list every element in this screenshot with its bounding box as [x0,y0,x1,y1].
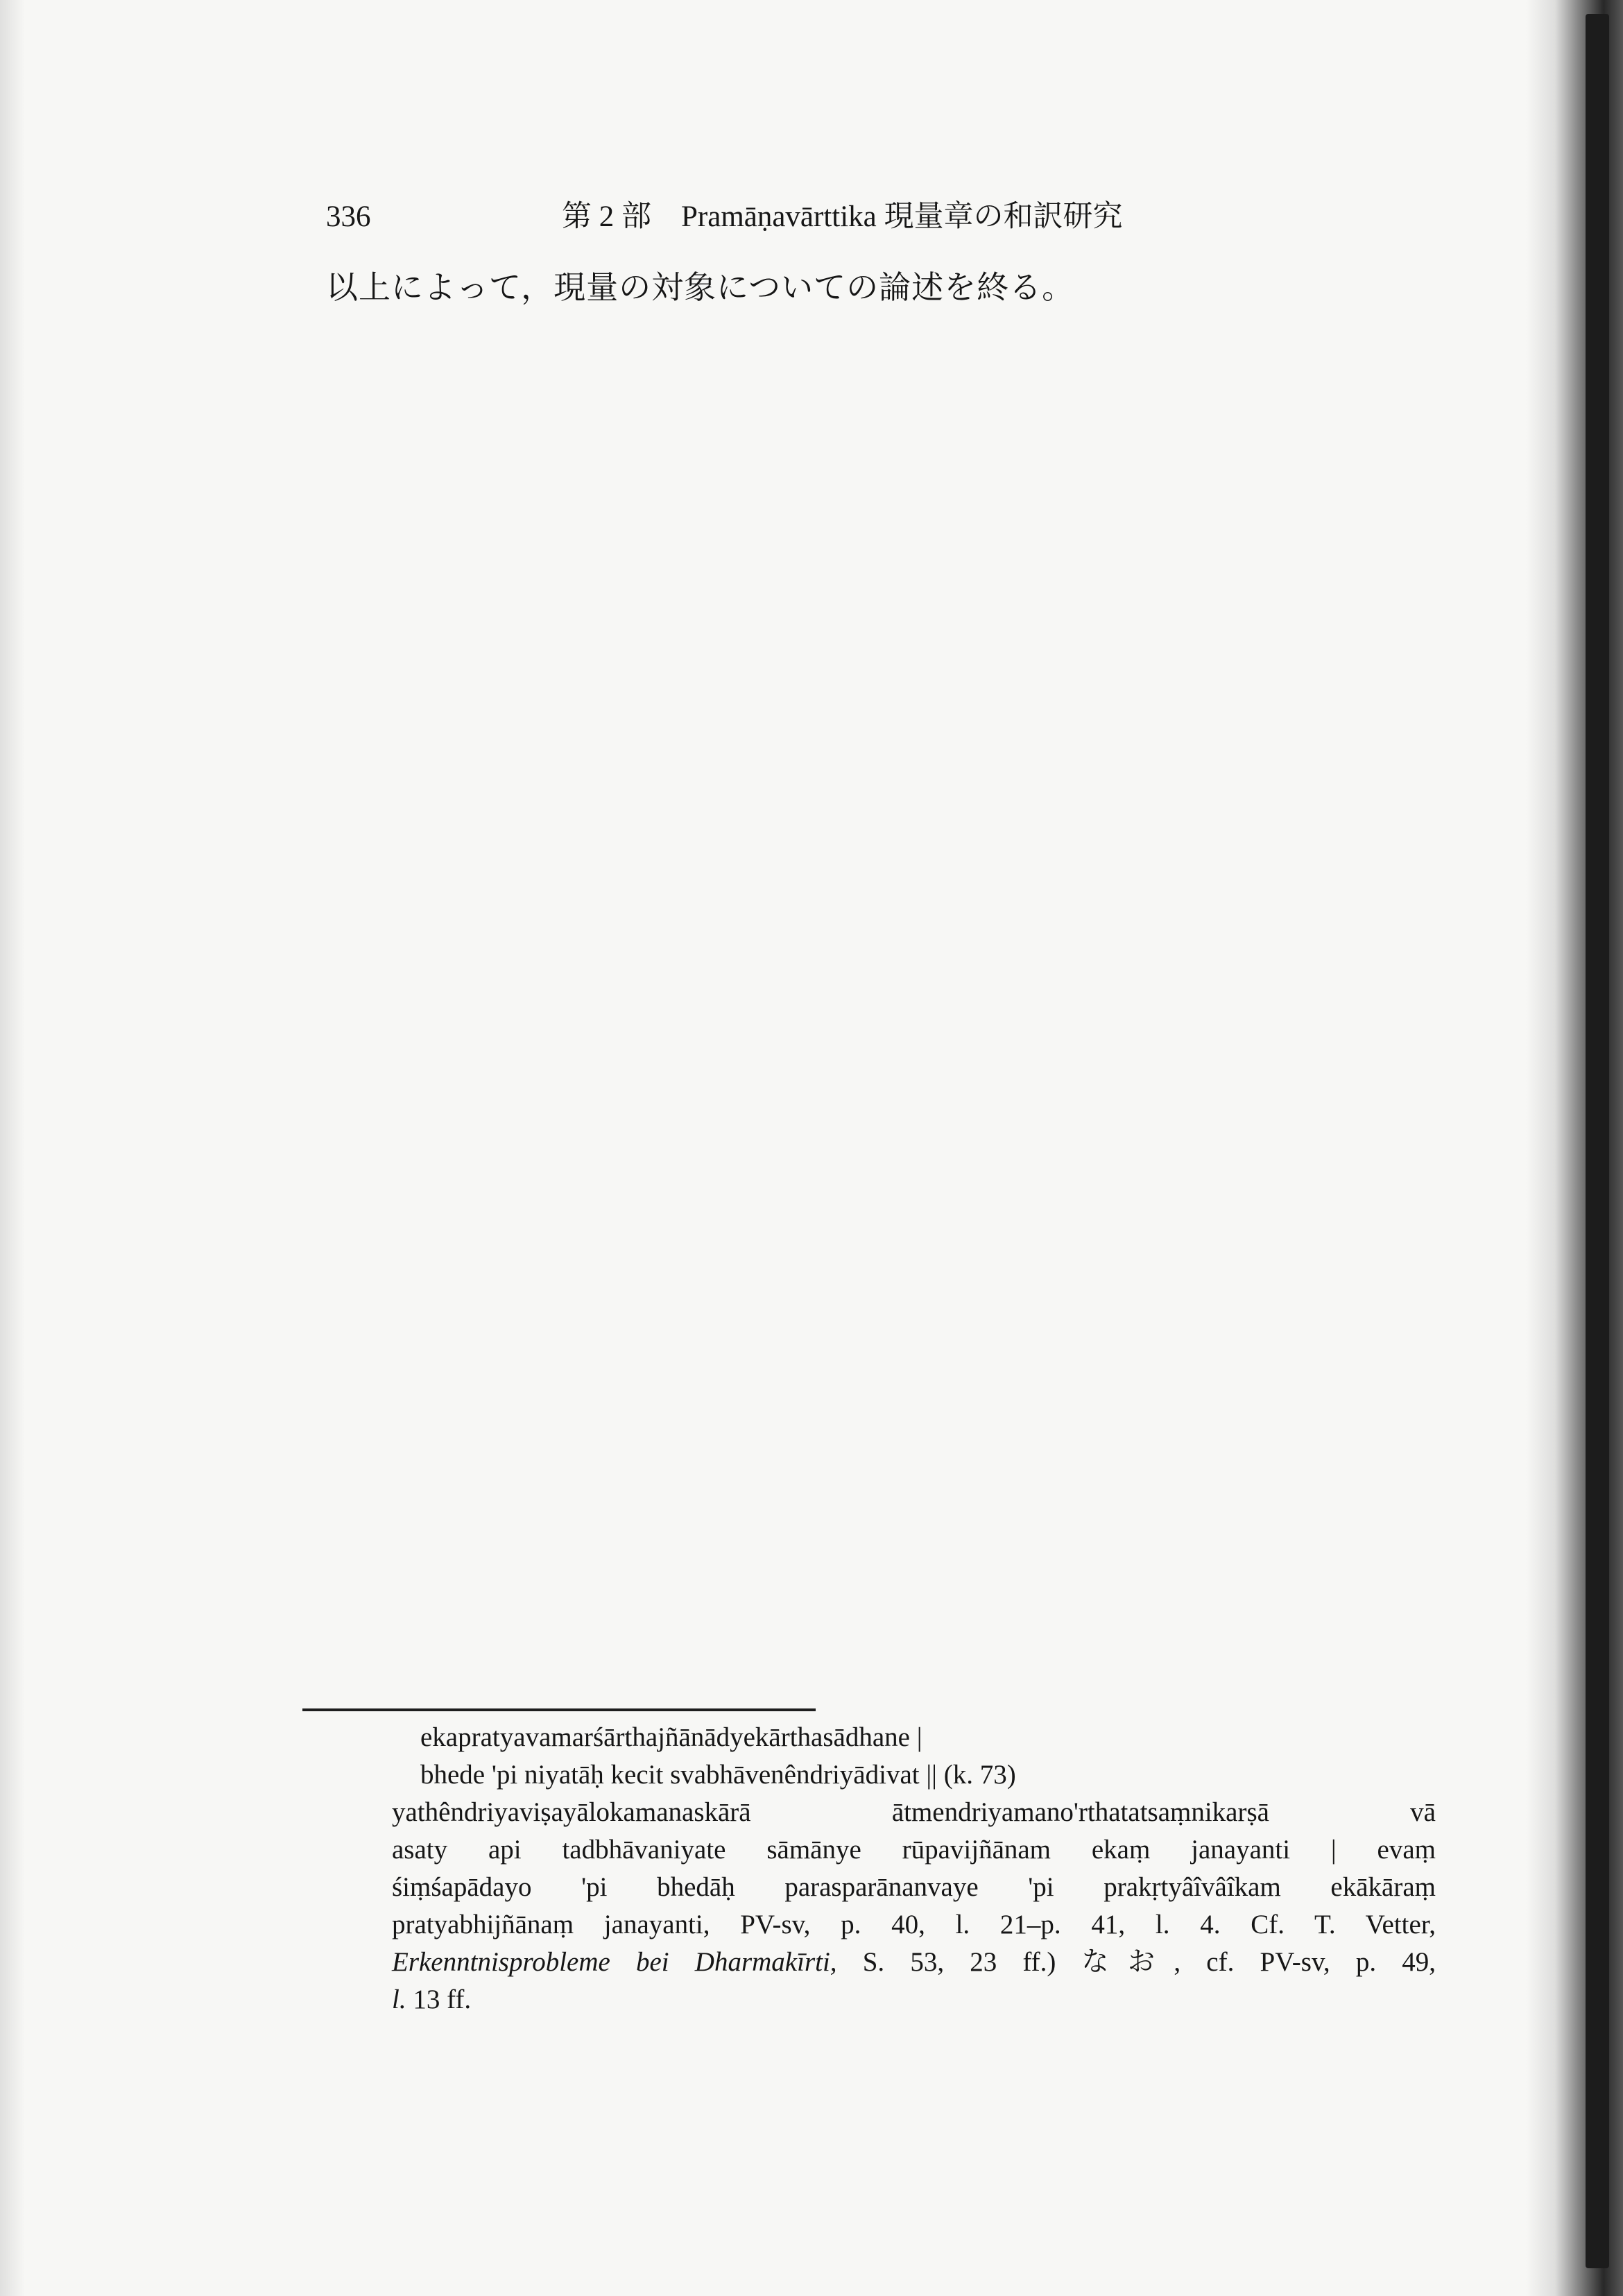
body-text-line: 以上によって，現量の対象についての論述を終る。 [326,270,1075,305]
book-gutter-shadow [1526,0,1623,2296]
footnote-prose-line-2: asaty api tadbhāvaniyate sāmānye rūpavijñānam ekaṃ janayanti | evaṃ [392,1835,1436,1865]
footnote-separator [302,1708,816,1711]
page-left-edge [0,0,25,2296]
page-number: 336 [326,200,371,233]
footnote-citation-rest: S. 53, 23 ff.) なお, cf. PV-sv, p. 49, [836,1947,1436,1977]
footnote-line-abbrev: l. [392,1985,406,2014]
footnote-prose-line-3: śiṃśapādayo 'pi bhedāḥ parasparānanvaye 'pi prakṛtyâîvâîkam ekākāraṃ [392,1872,1436,1902]
running-head [326,193,1228,241]
footnote-prose-line-6 [392,1981,1436,2019]
running-head-title: 第 2 部 Pramāṇavārttika 現量章の和訳研究 [562,200,1123,233]
footnote-verse-line-1: ekapratyavamarśārthajñānādyekārthasādhane | [420,1722,922,1752]
footnote-citation-title: Erkenntnisprobleme bei Dharmakīrti, [392,1947,837,1977]
footnote-prose-line-4: pratyabhijñānaṃ janayanti, PV-sv, p. 40, l. 21–p. 41, l. 4. Cf. T. Vetter, [392,1910,1436,1939]
footnote [392,1719,1436,2019]
footnote-verse-line-2: bhede 'pi niyatāḥ kecit svabhāvenêndriyādivat || (k. 73) [420,1760,1016,1790]
footnote-prose-line-5 [392,1944,1436,1981]
footnote-line-rest: 13 ff. [406,1985,472,2014]
footnote-prose-line-1: yathêndriyaviṣayālokamanaskārā ātmendriyamano'rthatatsaṃnikarṣā vā [392,1797,1436,1827]
